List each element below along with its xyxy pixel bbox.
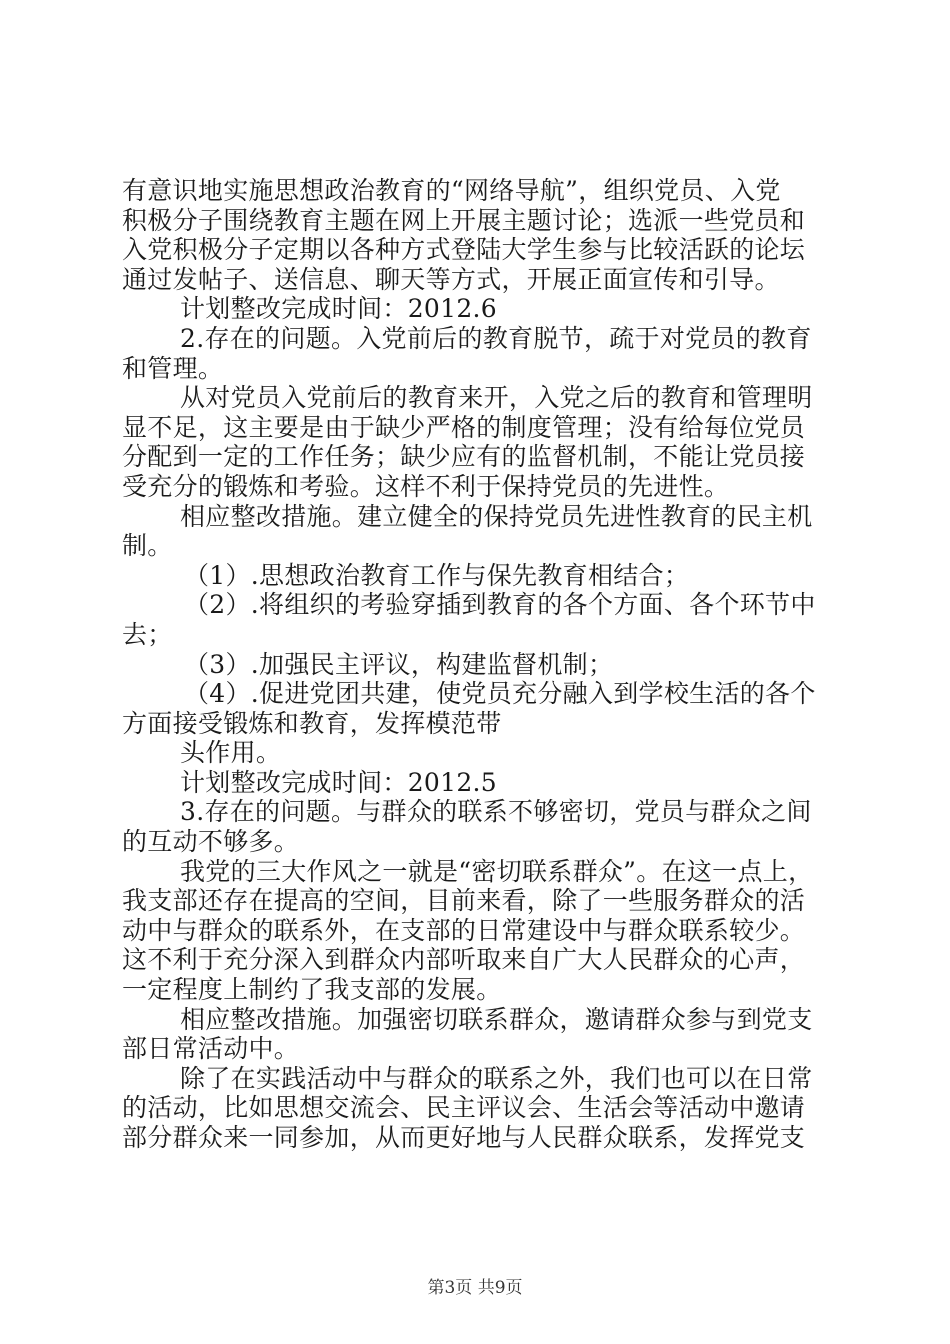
text-line: 我党的三大作风之一就是“密切联系群众”。在这一点上， [180,856,814,886]
text-line: 入党积极分子定期以各种方式登陆大学生参与比较活跃的论坛 [122,235,806,265]
text-line: 的活动，比如思想交流会、民主评议会、生活会等活动中邀请 [122,1093,806,1123]
text-line: 相应整改措施。建立健全的保持党员先进性教育的民主机 [180,501,813,531]
text-line: 去； [122,619,173,649]
text-line: 部日常活动中。 [122,1034,300,1064]
text-line: 一定程度上制约了我支部的发展。 [122,975,502,1005]
text-line: 我支部还存在提高的空间，目前来看，除了一些服务群众的活 [122,886,806,916]
text-line: 受充分的锻炼和考验。这样不利于保持党员的先进性。 [122,471,730,501]
text-line: 积极分子围绕教育主题在网上开展主题讨论；选派一些党员和 [122,205,806,235]
document-body [122,176,834,1153]
text-line: （4）.促进党团共建，使党员充分融入到学校生活的各个 [184,679,816,709]
text-line: 的互动不够多。 [122,827,300,857]
text-line: 相应整改措施。加强密切联系群众，邀请群众参与到党支 [180,1004,813,1034]
text-line: 计划整改完成时间：2012.6 [180,294,497,324]
text-line: 和管理。 [122,353,224,383]
text-line: 分配到一定的工作任务；缺少应有的监督机制，不能让党员接 [122,442,806,472]
text-line: 显不足，这主要是由于缺少严格的制度管理；没有给每位党员 [122,412,806,442]
text-line: 部分群众来一同参加，从而更好地与人民群众联系，发挥党支 [122,1123,806,1152]
text-line: 3.存在的问题。与群众的联系不够密切，党员与群众之间 [180,797,812,827]
text-line: 这不利于充分深入到群众内部听取来自广大人民群众的心声， [122,945,806,975]
text-line: 计划整改完成时间：2012.5 [180,767,497,797]
text-line: 通过发帖子、送信息、聊天等方式，开展正面宣传和引导。 [122,264,780,294]
page-number-footer: 第3页 共9页 [427,1278,523,1298]
text-line: 从对党员入党前后的教育来开，入党之后的教育和管理明 [180,383,813,413]
text-line: （2）.将组织的考验穿插到教育的各个方面、各个环节中 [184,590,816,620]
text-line: 除了在实践活动中与群众的联系之外，我们也可以在日常 [180,1063,813,1093]
text-line: 2.存在的问题。入党前后的教育脱节，疏于对党员的教育 [180,323,812,353]
text-line: （1）.思想政治教育工作与保先教育相结合； [184,560,690,590]
text-line: 头作用。 [180,738,282,768]
text-line: （3）.加强民主评议，构建监督机制； [184,649,614,679]
text-line: 方面接受锻炼和教育，发挥模范带 [122,708,502,738]
text-line: 动中与群众的联系外，在支部的日常建设中与群众联系较少。 [122,915,806,945]
text-line: 有意识地实施思想政治教育的“网络导航”，组织党员、入党 [122,176,781,205]
text-line: 制。 [122,531,173,561]
